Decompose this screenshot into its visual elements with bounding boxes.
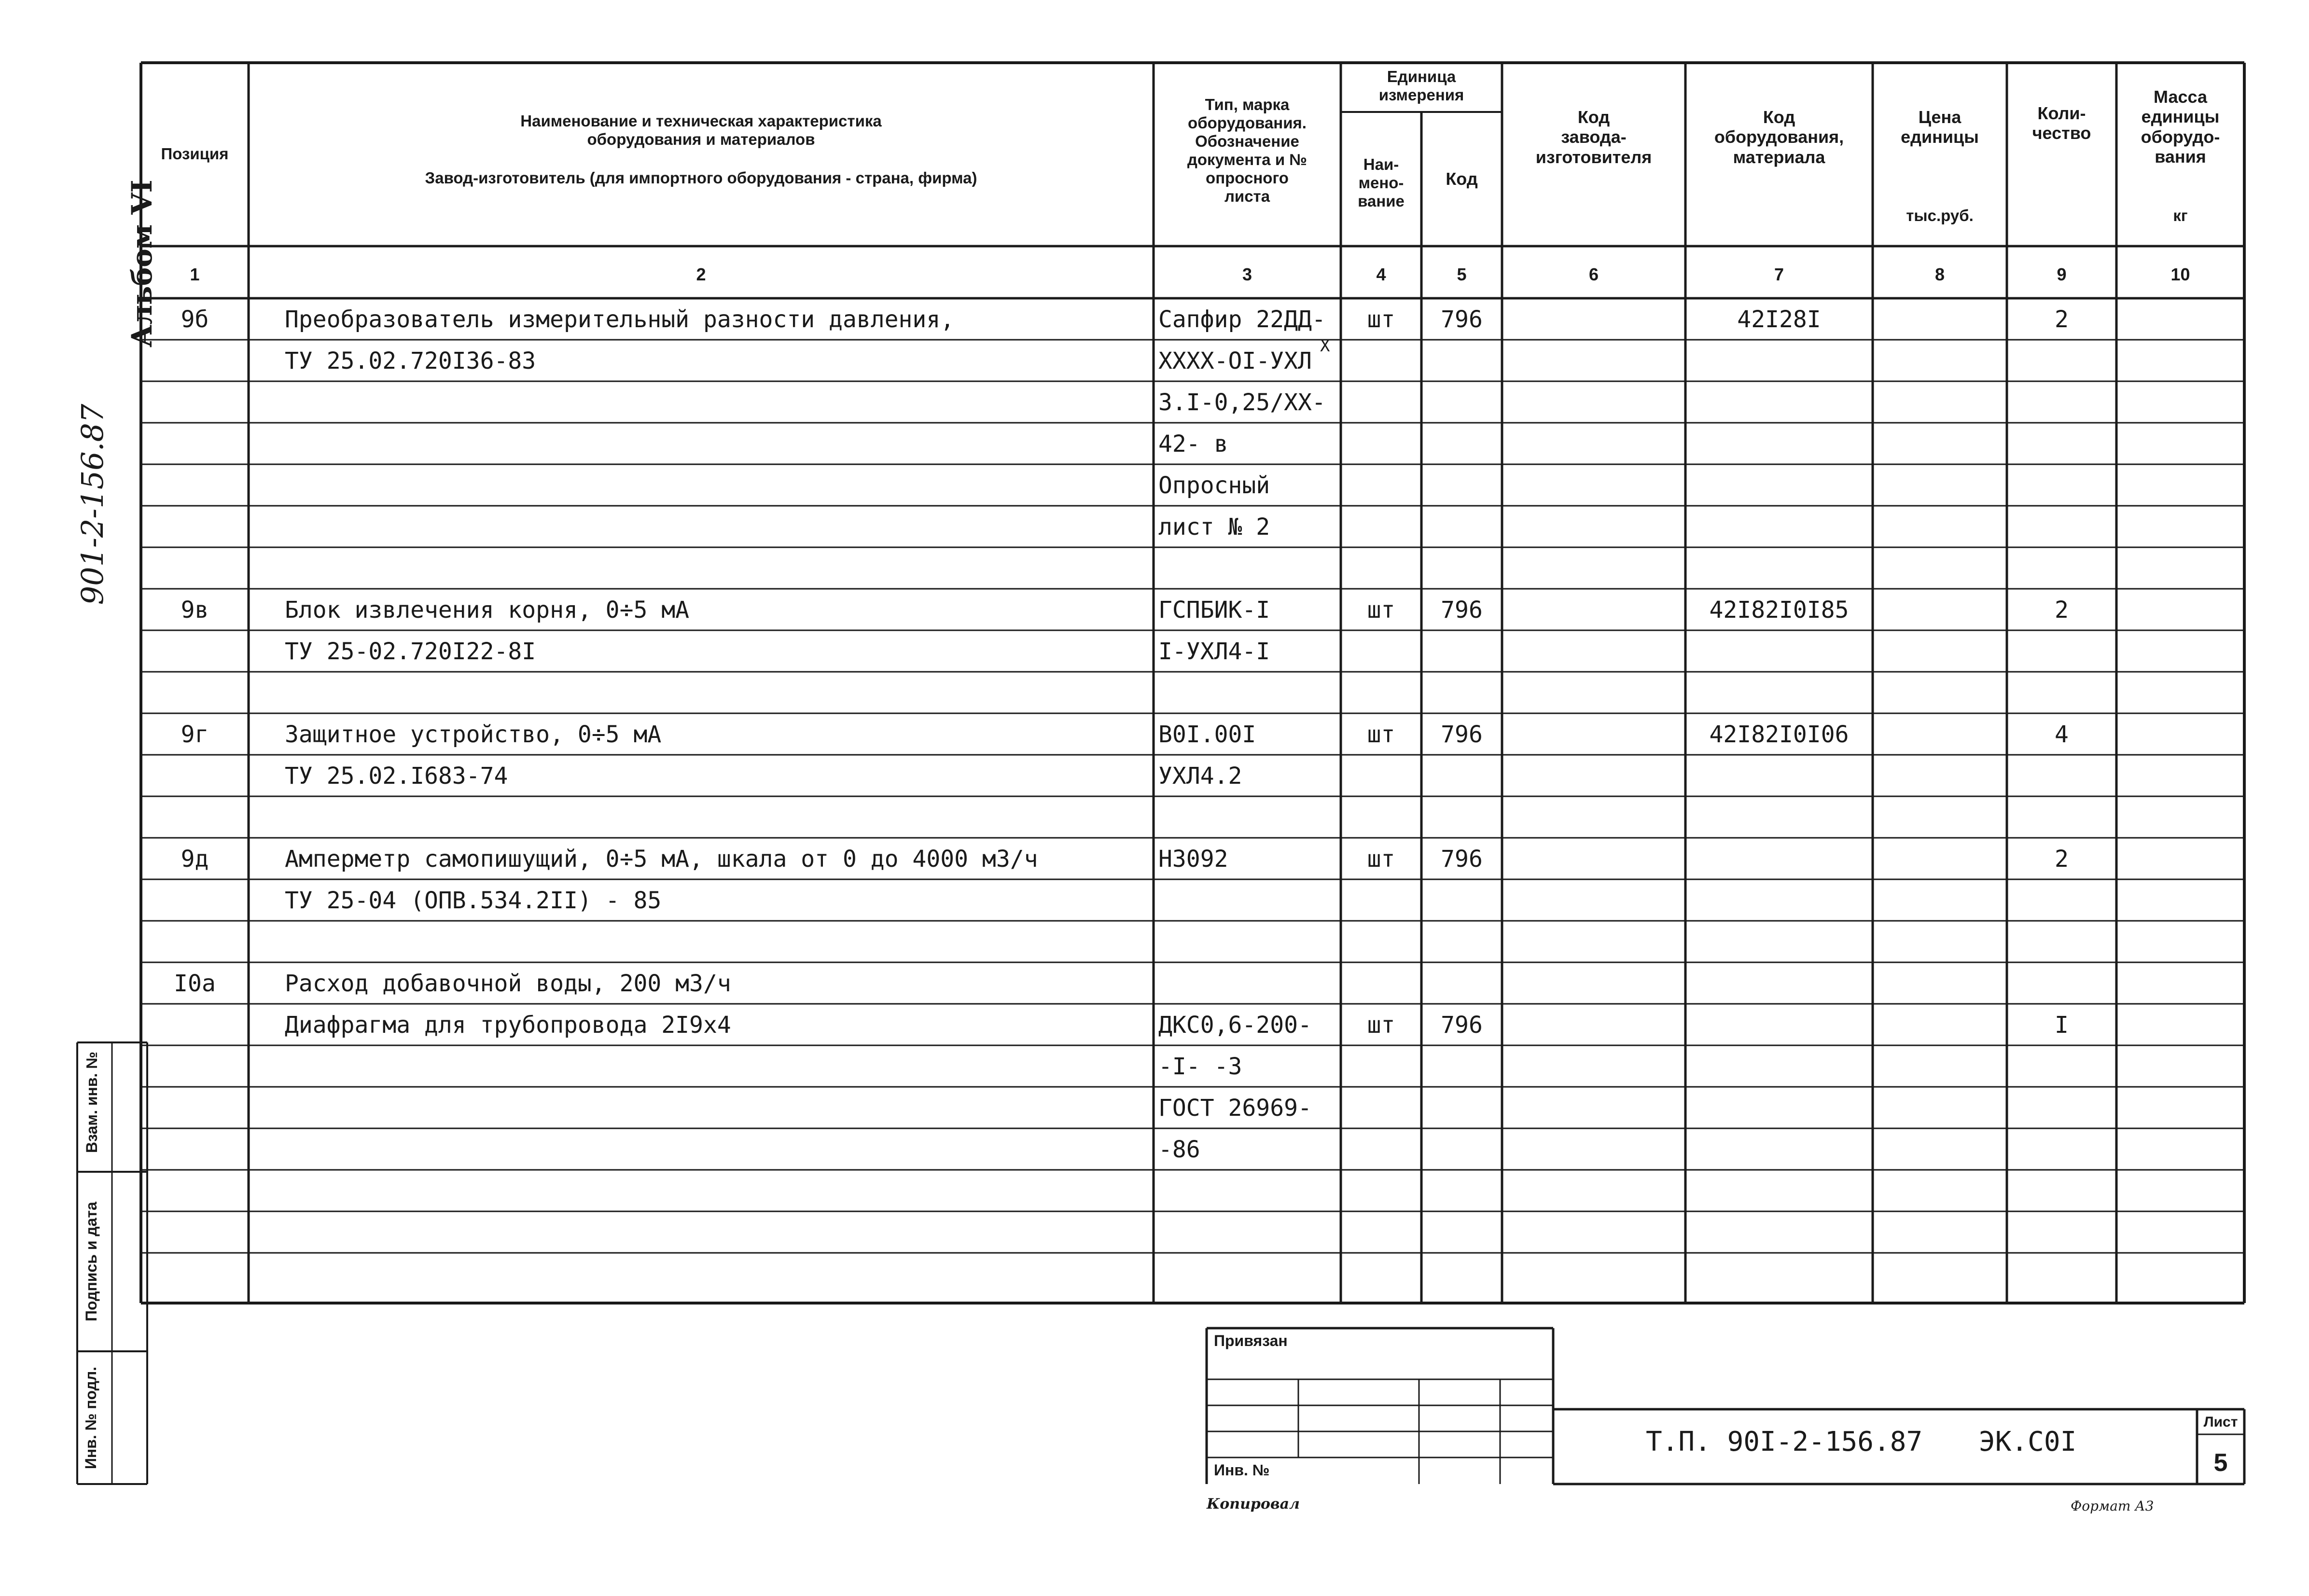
header-mass-unit: кг [2173, 207, 2188, 224]
header-qty-line: Коли- [2037, 103, 2086, 123]
cell-type: ГСПБИК-I [1158, 597, 1270, 624]
header-mass-line: вания [2155, 147, 2206, 167]
cell-type: ДКС0,6-200- [1158, 1012, 1312, 1039]
cell-type: -86 [1158, 1136, 1200, 1163]
cell-type: Н3092 [1158, 846, 1228, 873]
cell-type: 42- в [1158, 430, 1228, 458]
header-price [1873, 107, 2007, 147]
cell-unit-code: 796 [1441, 306, 1483, 333]
header-qty-line: чество [2032, 123, 2091, 143]
header-unit-name-line: мено- [1358, 173, 1404, 192]
cell-type: Сапфир 22ДД- [1158, 306, 1326, 333]
col-number: 10 [2170, 264, 2190, 284]
col-number: 8 [1934, 264, 1945, 284]
header-unit-name-line: Наи- [1363, 155, 1399, 173]
cell-type: 3.I-0,25/XX- [1158, 389, 1326, 416]
cell-eq-code: 42I82I0I85 [1709, 597, 1849, 624]
col-number: 1 [190, 264, 200, 284]
cell-type: I-УХЛ4-I [1158, 638, 1270, 665]
header-name-line1: Наименование и техническая характеристика [520, 112, 882, 130]
stamp-privyazan: Привязан [1214, 1332, 1288, 1349]
col-number: 2 [696, 264, 706, 284]
strip-label-inv: Инв. № подл. [82, 1366, 99, 1470]
header-unit-line: измерения [1378, 85, 1464, 104]
header-eq-line: Код [1763, 107, 1795, 127]
header-type [1154, 96, 1341, 206]
cell-position: 9в [181, 597, 209, 624]
header-type-line: листа [1224, 187, 1270, 205]
header-type-line: оборудования. [1188, 113, 1307, 132]
cell-name: Расход добавочной воды, 200 м3/ч [285, 970, 731, 997]
col-number: 5 [1457, 264, 1467, 284]
header-eq-line: материала [1733, 147, 1825, 167]
cell-qty: 2 [2055, 846, 2069, 873]
header-type-line: Тип, марка [1205, 96, 1290, 113]
cell-name: Амперметр самопишущий, 0÷5 мА, шкала от 0 до 4000 м3/ч [285, 846, 1038, 873]
header-unit [1341, 68, 1502, 104]
header-unit-name [1341, 155, 1421, 210]
cell-type: ГОСТ 26969- [1158, 1095, 1312, 1122]
header-price-unit: тыс.руб. [1906, 207, 1974, 224]
cell-unit: шт [1367, 597, 1395, 624]
cell-position: 9б [181, 306, 209, 333]
header-price-line: единицы [1901, 127, 1979, 147]
cell-type: -I- -3 [1158, 1053, 1242, 1080]
strip-label-vzam: Взам. инв. № [83, 1052, 100, 1153]
cell-position: 9д [181, 846, 209, 873]
cell-position: 9г [181, 721, 209, 748]
cell-qty: I [2055, 1012, 2069, 1039]
header-mfr-code [1502, 107, 1685, 167]
album-label: Альбом VI [125, 180, 158, 347]
side-code-label: 901-2-156.87 [75, 403, 110, 605]
cell-name: Защитное устройство, 0÷5 мА [285, 721, 662, 748]
cell-type: В0I.00I [1158, 721, 1256, 748]
cell-type: Опросный [1158, 472, 1270, 499]
cell-qty: 4 [2055, 721, 2069, 748]
cell-unit: шт [1367, 306, 1395, 333]
cell-name: ТУ 25.02.720I36-83 [285, 347, 536, 375]
header-mass-line: единицы [2141, 107, 2220, 127]
col-number: 4 [1376, 264, 1386, 284]
cell-unit: шт [1367, 846, 1395, 873]
sheet-number: 5 [2213, 1449, 2228, 1477]
cell-qty: 2 [2055, 306, 2069, 333]
cell-eq-code: 42I82I0I06 [1709, 721, 1849, 748]
cell-name: ТУ 25.02.I683-74 [285, 763, 508, 790]
cell-type: лист № 2 [1158, 513, 1270, 541]
format-label: Формат А3 [2071, 1498, 2154, 1514]
doc-code: Т.П. 90I-2-156.87 [1646, 1426, 1923, 1457]
col-number: 6 [1588, 264, 1599, 284]
header-eq-code [1685, 107, 1873, 167]
col-number: 9 [2057, 264, 2067, 284]
header-mfr-line: изготовителя [1535, 147, 1652, 167]
cell-unit-code: 796 [1441, 721, 1483, 748]
cell-unit: шт [1367, 721, 1395, 748]
header-type-line: Обозначение [1195, 132, 1299, 150]
header-price-line: Цена [1918, 107, 1961, 127]
col-number: 7 [1774, 264, 1784, 284]
header-mass [2116, 87, 2244, 167]
header-mfr-line: завода- [1561, 127, 1627, 147]
cell-name: ТУ 25-04 (ОПВ.534.2II) - 85 [285, 887, 662, 914]
cell-name: ТУ 25-02.720I22-8I [285, 638, 536, 665]
sheet-label: Лист [2203, 1414, 2238, 1430]
cell-name: Блок извлечения корня, 0÷5 мА [285, 597, 690, 624]
header-unit-code: Код [1446, 169, 1478, 189]
header-unit-line: Единица [1387, 68, 1456, 85]
cell-type: УХЛ4.2 [1158, 763, 1242, 790]
cell-type: XXXX-OI-УХЛ [1158, 347, 1312, 375]
doc-mark: ЭК.С0I [1979, 1426, 2077, 1457]
cell-unit-code: 796 [1441, 846, 1483, 873]
cell-name: Преобразователь измерительный разности давления, [285, 306, 955, 333]
cell-position: I0а [174, 970, 216, 997]
header-name-line3: Завод-изготовитель (для импортного оборудования - страна, фирма) [425, 168, 977, 187]
cell-eq-code: 42I28I [1737, 306, 1821, 333]
header-type-line: документа и № [1187, 150, 1308, 168]
header-eq-line: оборудования, [1714, 127, 1844, 147]
cell-name: Диафрагма для трубопровода 2I9x4 [285, 1012, 731, 1039]
copied-label: Копировал [1207, 1496, 1300, 1513]
cell-unit-code: 796 [1441, 1012, 1483, 1039]
header-name [249, 112, 1154, 187]
cell-qty: 2 [2055, 597, 2069, 624]
col-number: 3 [1242, 264, 1252, 284]
header-name-line2: оборудования и материалов [587, 130, 815, 148]
header-unit-name-line: вание [1358, 192, 1405, 210]
strip-label-podpis: Подпись и дата [83, 1202, 100, 1321]
header-type-line: опросного [1206, 168, 1289, 187]
superscript-x: X [1320, 336, 1330, 356]
cell-unit: шт [1367, 1012, 1395, 1039]
header-mass-line: Масса [2154, 87, 2207, 107]
header-mass-line: оборудо- [2141, 126, 2220, 147]
header-mfr-line: Код [1577, 107, 1610, 127]
stamp-inv: Инв. № [1214, 1461, 1270, 1479]
header-qty [2007, 103, 2116, 143]
cell-unit-code: 796 [1441, 597, 1483, 624]
header-position: Позиция [161, 145, 229, 163]
